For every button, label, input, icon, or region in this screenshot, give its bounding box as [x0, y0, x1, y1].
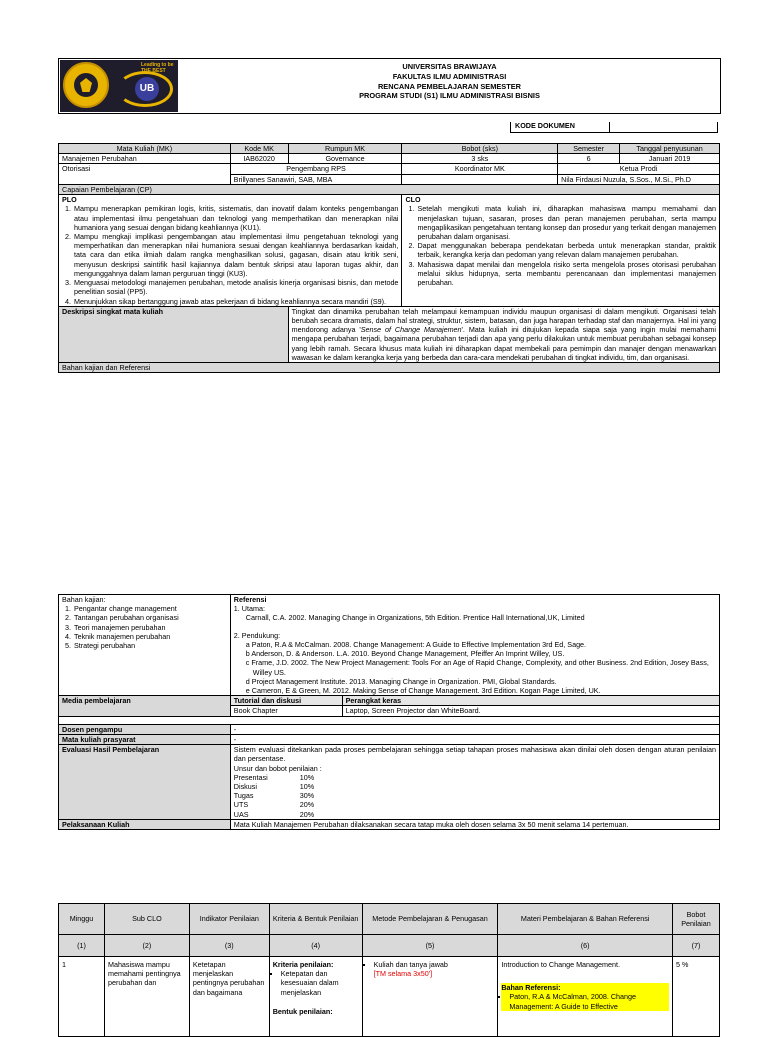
sched-header-sub-clo: Sub CLO — [104, 904, 189, 935]
perangkat-value: Laptop, Screen Projector dan WhiteBoard. — [342, 706, 719, 716]
tutorial-value: Book Chapter — [230, 706, 342, 716]
evaluasi-item: Presentasi 10% — [233, 772, 315, 782]
sched-header-kriteria: Kriteria & Bentuk Penilaian — [269, 904, 362, 935]
kode-dokumen-label: KODE DOKUMEN — [515, 121, 575, 130]
plo-item: 3. Menguasai metodologi manajemen perubahan, metode analisis kinerja organisasi bisnis, dan metode penelitian sosial (PP5). — [73, 278, 398, 296]
sched-number: (3) — [189, 935, 269, 957]
sched-sub-clo: Mahasiswa mampu memahami pentingnya perubahan dan — [104, 957, 189, 1037]
kode-dokumen-box — [510, 122, 718, 133]
evaluasi-cell — [230, 745, 719, 820]
pendukung-item: d Project Management Institute. 2013. Managing Change in Organization. PMI, Global Standards. — [245, 676, 557, 686]
value-tanggal: Januari 2019 — [620, 154, 720, 164]
metode-tm: [TM selama 3x50'] — [373, 969, 433, 979]
sched-metode — [362, 957, 498, 1037]
sched-header-bobot: Bobot Penilaian — [673, 904, 720, 935]
prasyarat-value: - — [230, 734, 719, 744]
value-semester: 6 — [558, 154, 620, 164]
sched-number: (1) — [59, 935, 105, 957]
header-bobot: Bobot (sks) — [402, 144, 558, 154]
bahan-ref-item: ▪ Paton, R.A & McCalman, 2008. Change Management: A Guide to Effective — [509, 992, 669, 1010]
pendukung-item: a Paton, R.A & McCalman. 2008. Change Management: A Guide to Effective Implementation 3rd Ed, Sage. — [245, 639, 587, 649]
sched-bobot: 5 % — [673, 957, 720, 1037]
materi-text: Introduction to Change Management. — [501, 960, 621, 969]
plo-item: 4. Menunjukkan sikap bertanggung jawab atas pekerjaan di bidang keahliannya secara mandiri (S9). — [73, 297, 398, 306]
plo-list — [62, 204, 398, 305]
bahan-kajian-item: 5. Strategi perubahan — [73, 641, 227, 650]
header-tanggal: Tanggal penyusunan — [620, 144, 720, 154]
sched-minggu: 1 — [59, 957, 105, 1037]
course-info-table — [58, 143, 720, 373]
evaluasi-intro: Sistem evaluasi ditekankan pada proses pembelajaran sehingga setiap tahapan proses mahasiswa akan dinilai oleh dosen dengan aturan penilaian dan persentase. — [233, 745, 716, 764]
pengembang-label: Pengembang RPS — [230, 164, 402, 174]
pendukung-item: b Anderson, D. & Anderson. L.A. 2010. Beyond Change Management, Pfeiffer An Imprint Willey, US. — [245, 649, 565, 659]
bahan-ref-label: Bahan Referensi: — [501, 983, 561, 993]
sched-number: (5) — [362, 935, 498, 957]
ketua-label: Ketua Prodi — [558, 164, 720, 174]
header-semester: Semester — [558, 144, 620, 154]
header-line-doc-type: RENCANA PEMBELAJARAN SEMESTER — [377, 81, 522, 91]
sched-header-indikator: Indikator Penilaian — [189, 904, 269, 935]
sched-number: (7) — [673, 935, 720, 957]
evaluasi-label: Evaluasi Hasil Pembelajaran — [59, 745, 231, 820]
sched-indikator: Ketetapan menjelaskan pentingnya perubahan dan bagaimana — [189, 957, 269, 1037]
university-seal-icon — [63, 62, 109, 108]
pelaksanaan-label: Pelaksanaan Kuliah — [59, 819, 231, 829]
sched-materi — [498, 957, 673, 1037]
deskripsi-text: Tingkat dan dinamika perubahan telah melampaui kemampuan individu maupun organisasi di dalam mengikuti. Organisasi telah berubah secara dramatis, dalam hal strategi, struktur, sistem, batasan, dan juga harapan terhadap staf dan manajernya. Hal ini yang mendorong adanya 'Sense of Change Manajemen'. Mata kuliah ini ditujukan kepada siapa saja yang ingin mulai memahami mengapa perubahan terjadi, bagaimana perubahan terjadi dan apa yang perlu dilakukan untuk membuat perubahan sebagai konsep yang lebih ramah. Secara khusus mata kuliah ini diharapkan dapat membekali para pemimpin dan manajer dengan menawarkan wawasan ke dalam kerangka kerja yang berbeda dan cara-cara mendekati perubahan di tingkat individu, tim, dan organisasi. — [288, 306, 719, 362]
koordinator-label: Koordinator MK — [402, 164, 558, 174]
ub-logo-icon: Leading to be THE BEST UB — [115, 63, 175, 109]
evaluasi-item: UAS 20% — [233, 809, 315, 819]
bahan-kajian-cell — [59, 595, 231, 696]
bentuk-label: Bentuk penilaian: — [272, 1006, 333, 1016]
evaluasi-item: Tugas 30% — [233, 791, 315, 801]
header-rumpun-mk: Rumpun MK — [288, 144, 402, 154]
pelaksanaan-value: Mata Kuliah Manajemen Perubahan dilaksanakan secara tatap muka oleh dosen selama 3x 50 menit selama 14 pertemuan. — [230, 819, 719, 829]
otorisasi-label: Otorisasi — [59, 164, 231, 184]
clo-item: 1. Setelah mengikuti mata kuliah ini, diharapkan mahasiswa mampu memahami dan menjelaskan tujuan, sasaran, proses dan peran manajemen perubahan, serta mampu mengaplikasikan pengetahuan tentang konsep dan prosedur yang terkait dengan manajemen perubahan dalam organisasi. — [416, 204, 716, 241]
plo-item: 2. Mampu mengkaji implikasi pengembangan atau implementasi ilmu pengetahuan teknologi yang memperhatikan dan menerapkan nilai humaniora sesuai dengan keahliannya berdasarkan kaidah, tata cara dan etika ilmiah dalam rangka menghasilkan solusi, gagasan, disain atau kritik seni, menyusun deskripsi saintifik hasil kajiannya dalam bentuk skripsi atau laporan tugas akhir, dan mengunggahnya dalam laman perguruan tinggi (KU3). — [73, 232, 398, 278]
sched-header-materi: Materi Pembelajaran & Bahan Referensi — [498, 904, 673, 935]
referensi-cell — [230, 595, 719, 696]
sched-number: (4) — [269, 935, 362, 957]
referensi-label: Referensi — [233, 595, 267, 604]
pendukung-item: c Frame, J.D. 2002. The New Project Management: Tools For an Age of Rapid Change, Complexity, and other Business. 2nd Edition, Josey Bass, Willey US. — [245, 658, 709, 677]
bahan-ref-box — [501, 983, 669, 1011]
evaluasi-item: UTS 20% — [233, 800, 315, 810]
dosen-label: Dosen pengampu — [59, 724, 231, 734]
pendukung-label: 2. Pendukung: — [233, 630, 281, 640]
sched-kriteria — [269, 957, 362, 1037]
pengembang-value: Brillyanes Sanawiri, SAB, MBA — [230, 174, 402, 184]
value-bobot: 3 sks — [402, 154, 558, 164]
plo-cell — [59, 195, 402, 307]
sched-header-minggu: Minggu — [59, 904, 105, 935]
pendukung-list — [234, 640, 716, 695]
prasyarat-label: Mata kuliah prasyarat — [59, 734, 231, 744]
bahan-kajian-label: Bahan kajian: — [62, 595, 106, 604]
pendukung-item: e Cameron, E & Green, M. 2012. Making Sense of Change Management. 3rd Edition. Kogan Page Limited, UK. — [245, 685, 601, 695]
header-title — [179, 62, 720, 101]
koordinator-value — [402, 174, 558, 184]
value-kode-mk: IAB62020 — [230, 154, 288, 164]
header-line-program: PROGRAM STUDI (S1) ILMU ADMINISTRASI BISNIS — [359, 91, 540, 101]
sched-number: (2) — [104, 935, 189, 957]
utama-text: Carnall, C.A. 2002. Managing Change in Organizations, 5th Edition. Prentice Hall International,UK, Limited — [245, 613, 585, 623]
sched-header-metode: Metode Pembelajaran & Penugasan — [362, 904, 498, 935]
plo-item: 1. Mampu menerapkan pemikiran logis, kritis, sistematis, dan inovatif dalam konteks pengembangan atau implementasi ilmu pengetahuan dan teknologi yang memperhatikan dan menerapkan nilai humaniora yang sesuai dengan bidang keahliannya (KU1). — [73, 204, 398, 232]
evaluasi-item: Diskusi 10% — [233, 781, 315, 791]
evaluasi-unsur: Unsur dan bobot penilaian : — [233, 763, 322, 773]
tutorial-label: Tutorial dan diskusi — [230, 696, 342, 706]
clo-list — [405, 204, 716, 287]
metode-item: ▪ Kuliah dan tanya jawab [TM selama 3x50'] — [374, 960, 495, 978]
utama-label: 1. Utama: — [233, 604, 265, 614]
media-label: Media pembelajaran — [59, 696, 231, 716]
clo-item: 3. Mahasiswa dapat menilai dan mengelola risiko serta mengelola proses otorisasi perubahan melalui siklus hidupnya, serta membantu perencanaan dan implementasi manajemen perubahan. — [416, 260, 716, 288]
cp-title: Capaian Pembelajaran (CP) — [59, 184, 720, 194]
deskripsi-label: Deskripsi singkat mata kuliah — [59, 306, 289, 362]
document-header — [58, 58, 721, 114]
perangkat-label: Perangkat keras — [342, 696, 719, 706]
bahan-kajian-item: 3. Teori manajemen perubahan — [73, 623, 227, 632]
plo-label: PLO — [62, 195, 77, 205]
references-table — [58, 594, 720, 830]
clo-cell — [402, 195, 720, 307]
clo-label: CLO — [405, 195, 421, 205]
schedule-table — [58, 903, 720, 1037]
header-mata-kuliah: Mata Kuliah (MK) — [59, 144, 231, 154]
kriteria-item: ▪ Ketepatan dan kesesuaian dalam menjelaskan — [281, 969, 359, 997]
header-kode-mk: Kode MK — [230, 144, 288, 154]
bahan-kajian-item: 4. Teknik manajemen perubahan — [73, 632, 227, 641]
bahan-kajian-list — [62, 604, 227, 650]
header-line-faculty: FAKULTAS ILMU ADMINISTRASI — [392, 71, 507, 81]
clo-item: 2. Dapat menggunakan beberapa pendekatan berbeda untuk menerapkan standar, praktik terbaik, kerangka kerja dan pedoman yang relevan dalam manajemen perubahan. — [416, 241, 716, 259]
ketua-value: Nila Firdausi Nuzula, S.Sos., M.Si., Ph.D — [558, 174, 720, 184]
header-line-university: UNIVERSITAS BRAWIJAYA — [402, 62, 497, 71]
value-mata-kuliah: Manajemen Perubahan — [59, 154, 231, 164]
bahan-kajian-item: 2. Tantangan perubahan organisasi — [73, 613, 227, 622]
bahan-title: Bahan kajian dan Referensi — [59, 363, 720, 373]
value-rumpun-mk: Governance — [288, 154, 402, 164]
university-logo — [60, 60, 178, 112]
kriteria-label: Kriteria penilaian: — [272, 960, 334, 969]
dosen-value: - — [230, 724, 719, 734]
sched-number: (6) — [498, 935, 673, 957]
bahan-kajian-item: 1. Pengantar change management — [73, 604, 227, 613]
